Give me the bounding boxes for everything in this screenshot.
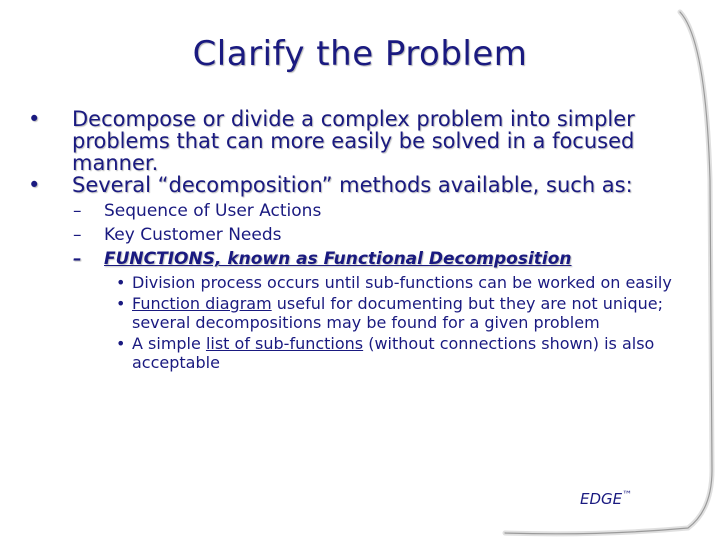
sub-bullet-user-actions <box>28 199 688 223</box>
detail-bullet-function-diagram <box>28 294 688 332</box>
bullet-marker: • <box>116 294 126 313</box>
trademark-mark: ™ <box>622 490 633 501</box>
sub-bullet-text: FUNCTIONS, known as Functional Decomposition <box>104 249 572 269</box>
bullet-marker: • <box>28 173 41 197</box>
dash-marker: – <box>73 225 82 245</box>
detail-text: Division process occurs until sub-functions can be worked on easily <box>132 273 672 292</box>
detail-bullet-division <box>28 273 688 292</box>
bullet-marker: • <box>116 273 126 292</box>
sub-bullet-functions <box>28 247 688 271</box>
bullet-item-decompose <box>28 108 688 174</box>
footer-brand <box>580 490 632 508</box>
bullet-item-methods <box>28 174 688 196</box>
slide-content <box>28 108 688 372</box>
sub-bullet-customer-needs <box>28 223 688 247</box>
detail-text: (without connections shown) is also acceptable <box>132 334 655 372</box>
dash-marker: – <box>73 249 82 269</box>
detail-text: useful for documenting but they are not unique; several decompositions may be found for a given problem <box>132 294 663 332</box>
underlined-term: Function diagram <box>132 294 272 313</box>
detail-prefix: A simple <box>132 334 206 353</box>
underlined-term: list of sub-functions <box>205 334 364 353</box>
method-list <box>28 199 688 372</box>
bullet-text: Decompose or divide a complex problem into simpler problems that can more easily be solved in a focused manner. <box>72 107 635 175</box>
brand-name: EDGE <box>580 490 623 508</box>
dash-marker: – <box>73 201 82 221</box>
page-title: Clarify the Problem <box>192 34 528 74</box>
bullet-marker: • <box>116 334 126 353</box>
bullet-text: Several “decomposition” methods available, such as: <box>72 173 633 197</box>
sub-bullet-text: Sequence of User Actions <box>104 201 322 221</box>
bullet-marker: • <box>28 107 41 131</box>
sub-bullet-text: Key Customer Needs <box>104 225 282 245</box>
detail-bullet-list-of-subfunctions <box>28 334 688 372</box>
